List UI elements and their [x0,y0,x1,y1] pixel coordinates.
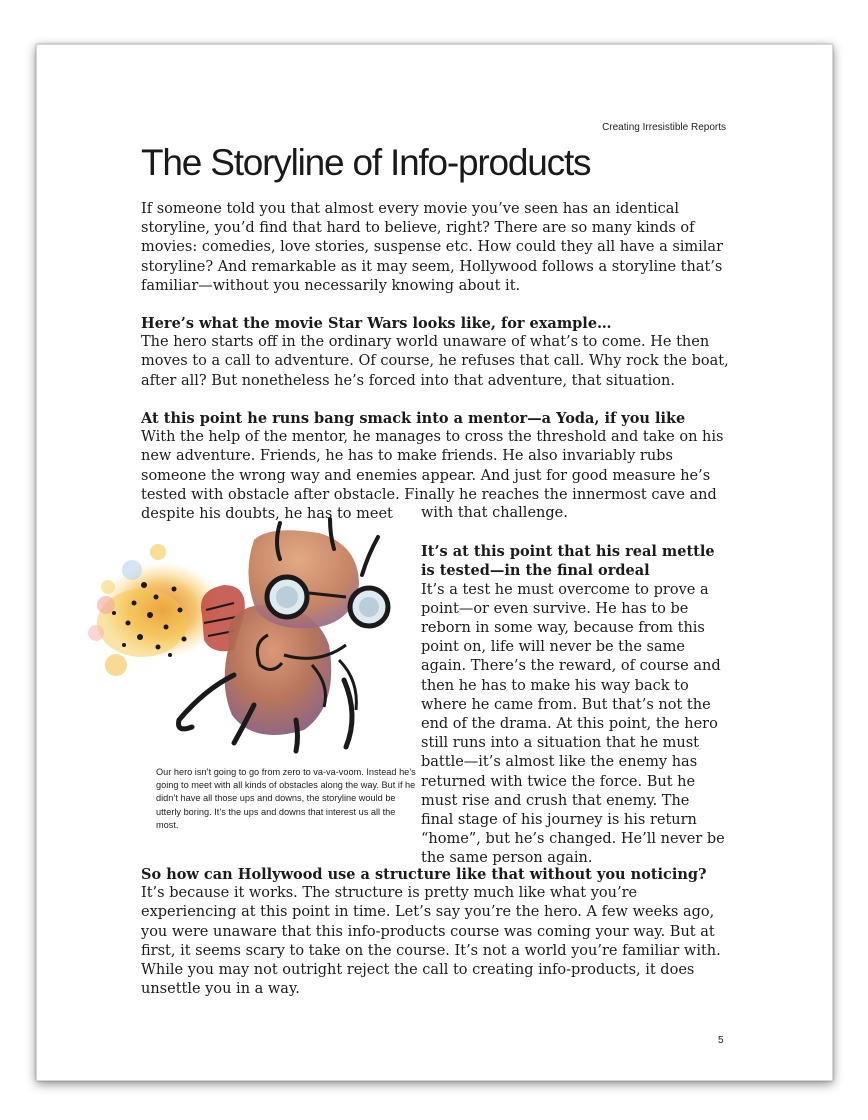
hero-creature-illustration [84,515,414,760]
intro-paragraph: If someone told you that almost every movie you’ve seen has an identical storyline, you’d find that hard to believe, right? There are so many kinds of movies: comedies, love stories, suspense etc. How could they all have a similar storyline? And remarkable as it may seem, Hollywood follows a storyline that’s familiar—without you necessarily knowing about it. [141,201,724,294]
hollywood-heading: So how can Hollywood use a structure like that without you noticing? [141,866,707,883]
mentor-paragraph: With the help of the mentor, he manages to cross the threshold and take on his new adventure. Friends, he has to make friends. He also invariably rubs someone the wrong way and enemies appear. And just for good measure he’s tested with obstacle after obstacle. Finally he reaches the innermost cave and despite his doubts, he has to meet [141,429,724,523]
star-wars-paragraph: The hero starts off in the ordinary world unaware of what’s to come. He then moves to a call to adventure. Of course, he refuses that call. Why rock the boat, after all? But nonetheless he’s forced into that adventure, that situation. [141,334,729,389]
mentor-paragraph-continuation: with that challenge. [421,505,568,521]
running-header: Creating Irresistible Reports [602,122,726,133]
intro-section [141,200,731,296]
creature [179,519,388,751]
ordeal-heading: It’s at this point that his real mettle is tested—in the final ordeal [421,543,715,580]
star-wars-heading: Here’s what the movie Star Wars looks like, for example… [141,315,612,332]
star-wars-section [141,314,731,391]
ordeal-section [421,504,726,869]
page-number: 5 [718,1035,724,1046]
hollywood-paragraph: It’s because it works. The structure is pretty much like what you’re experiencing at this point in time. Let’s say you’re the hero. A few weeks ago, you were unaware that this info-products course was coming your way. But at first, it seems scary to take on the course. It’s not a world you’re familiar with. While you may not outright reject the call to creating info-products, it does unsettle you in a way. [141,885,721,998]
hollywood-section [141,865,731,999]
mentor-heading: At this point he runs bang smack into a mentor—a Yoda, if you like [141,410,686,427]
page-title: The Storyline of Info-products [141,142,591,183]
paragraph-spacer [421,523,726,542]
ordeal-paragraph: It’s a test he must overcome to prove a point—or even survive. He has to be reborn in some way, because from this point on, life will never be the same again. There’s the reward, of course and then he has to make his way back to where he came from. But that’s not the end of the drama. At this point, the hero still runs into a situation that he must battle—it’s almost like the enemy has returned with twice the force. But he must rise and crush that enemy. The final stage of his journey is his return “home”, but he’s changed. He’ll never be the same person again. [421,581,725,867]
illustration-caption: Our hero isn’t going to go from zero to va-va-voom. Instead he’s going to meet with all kinds of obstacles along the way. But if he didn’t have all those ups and downs, the storyline would be utterly boring. It’s the ups and downs that interest us all the most. [156,767,416,830]
